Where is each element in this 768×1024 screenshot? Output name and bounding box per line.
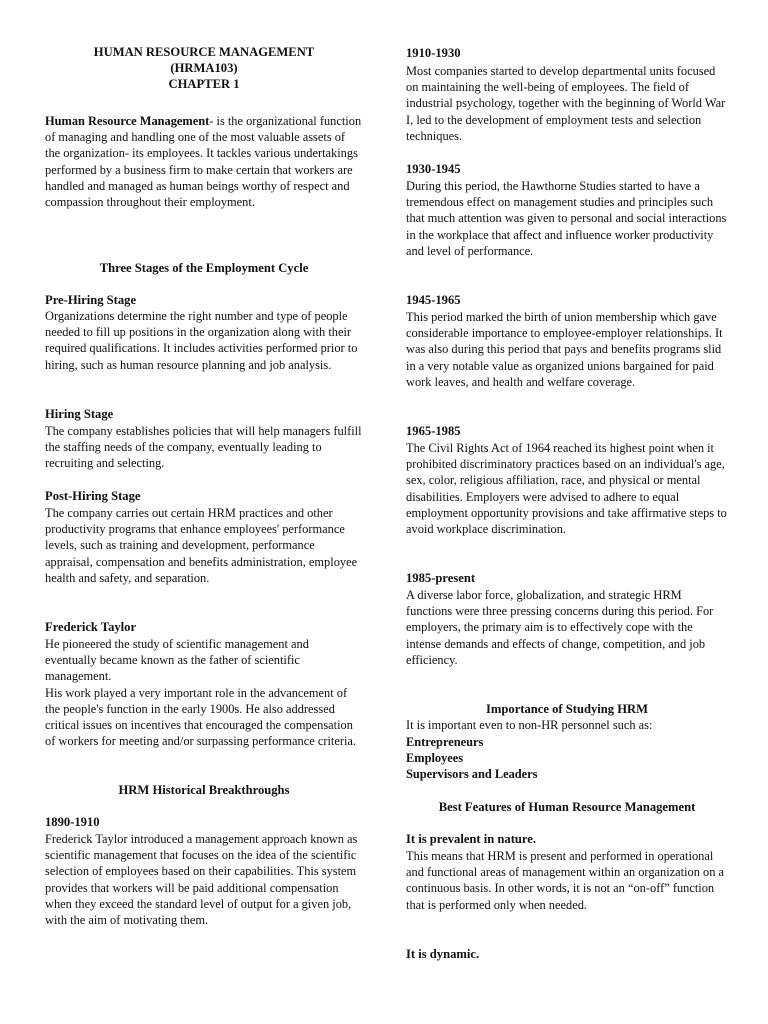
post-hiring-heading: Post-Hiring Stage <box>45 489 141 503</box>
period-1930-heading: 1930-1945 <box>406 162 461 176</box>
importance-heading: Importance of Studying HRM <box>486 702 648 716</box>
hrm-definition <box>45 113 363 210</box>
period-1890-text: Frederick Taylor introduced a management approach known as scientific management that focuses on the idea of the scientific selection of employees based on their capabilities. This system provides that workers will be paid additional compensation when they exceed the standard level of output for a given job, with the aim of motivating them. <box>45 832 358 928</box>
period-1910-text: Most companies started to develop departmental units focused on maintaining the well-being of employees. The field of industrial psychology, together with the beginning of World War I, led to the development of employment tests and selection techniques. <box>406 64 726 143</box>
taylor-heading: Frederick Taylor <box>45 620 137 634</box>
period-1890-heading: 1890-1910 <box>45 815 100 829</box>
feature-dynamic-heading: It is dynamic. <box>406 947 480 961</box>
importance-item-entrepreneurs: Entrepreneurs <box>406 735 484 749</box>
importance-intro: It is important even to non-HR personnel such as: <box>406 718 653 732</box>
document-title <box>45 44 363 92</box>
title-line-1: HUMAN RESOURCE MANAGEMENT <box>93 45 315 59</box>
pre-hiring-heading: Pre-Hiring Stage <box>45 293 137 307</box>
feature-prevalent-text: This means that HRM is present and performed in operational and functional areas of management within an organization on a continuous basis. In other words, it is not an “on-off” function that is performed only when needed. <box>406 849 725 912</box>
period-1945-heading: 1945-1965 <box>406 293 461 307</box>
period-1930-text: During this period, the Hawthorne Studies started to have a tremendous effect on management studies and principles such that much attention was given to personal and social interactions in the workplace that affect and influence worker productivity and level of performance. <box>406 179 727 258</box>
title-line-2: (HRMA103) <box>170 61 238 75</box>
importance-item-supervisors: Supervisors and Leaders <box>406 767 538 782</box>
stages-heading: Three Stages of the Employment Cycle <box>99 261 309 275</box>
taylor-text <box>45 636 363 749</box>
importance-item-employees: Employees <box>406 751 464 766</box>
hiring-heading: Hiring Stage <box>45 407 114 421</box>
period-1985-heading: 1985-present <box>406 571 476 585</box>
hiring-text: The company establishes policies that will help managers fulfill the staffing needs of the company, eventually leading to recruiting and selecting. <box>45 424 362 471</box>
period-1965-text: The Civil Rights Act of 1964 reached its highest point when it prohibited discriminatory practices based on an individual's age, sex, color, religious affiliation, race, and physical or mental disabilities. Employers were advised to adhere to equal employment opportunity provisions and take affirmative steps to avoid workplace discrimination. <box>406 441 727 537</box>
taylor-text-1: He pioneered the study of scientific management and eventually became known as the father of scientific management. <box>45 637 309 684</box>
taylor-text-2: His work played a very important role in the advancement of the people's function in the early 1900s. He also addressed critical issues on incentives that encouraged the compensation of workers for meeting and/or surpassing performance criteria. <box>45 685 357 749</box>
history-heading: HRM Historical Breakthroughs <box>118 783 290 797</box>
hrm-definition-term: Human Resource Management <box>45 114 210 128</box>
period-1910-heading: 1910-1930 <box>406 46 461 60</box>
post-hiring-text: The company carries out certain HRM practices and other productivity programs that enhance employees' performance levels, such as training and development, performance appraisal, compensation and benefits administration, employee health and safety, and separation. <box>45 506 358 585</box>
features-heading: Best Features of Human Resource Management <box>438 800 696 814</box>
title-line-3: CHAPTER 1 <box>168 77 240 91</box>
pre-hiring-text: Organizations determine the right number and type of people needed to fill up positions in the organization along with their required qualifications. It includes activities performed prior to hiring, such as human resource planning and job analysis. <box>45 309 358 372</box>
importance-list <box>406 734 728 783</box>
hrm-definition-text: - is the organizational function of managing and handling one of the most valuable assets of the organization- its employees. It tackles various undertakings performed by a business firm to make certain that workers are handled and managed as human beings worthy of respect and compassion throughout their employment. <box>45 114 362 210</box>
feature-prevalent-heading: It is prevalent in nature. <box>406 832 537 846</box>
period-1945-text: This period marked the birth of union membership which gave considerable importance to employee-employer relationships. It was also during this period that pays and benefits programs slid in a very notable value as organized unions bargained for paid work leaves, and health and welfare coverage. <box>406 310 723 389</box>
period-1965-heading: 1965-1985 <box>406 424 461 438</box>
period-1985-text: A diverse labor force, globalization, and strategic HRM functions were three pressing concerns during this period. For employers, the primary aim is to effectively cope with the intense demands and effects of change, competition, and job efficiency. <box>406 588 714 667</box>
